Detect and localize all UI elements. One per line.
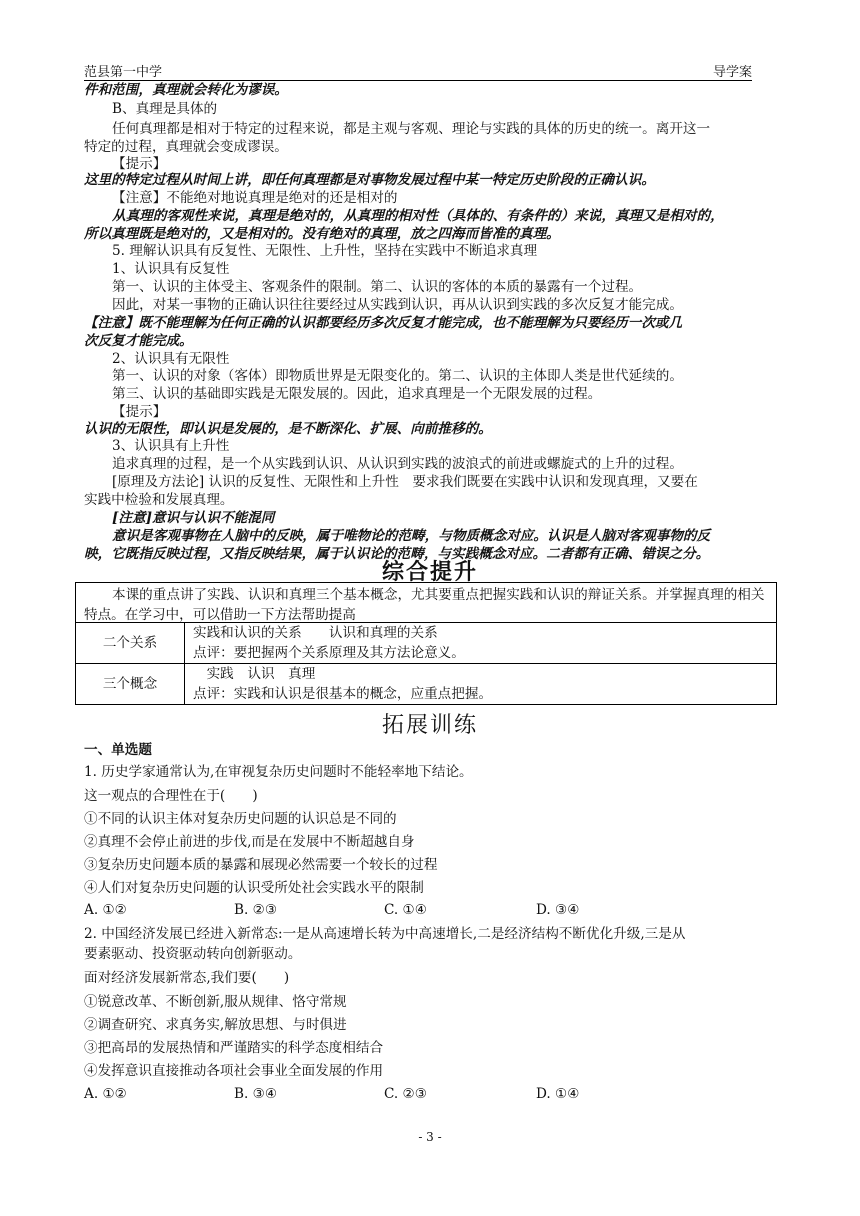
text-line: 1、认识具有反复性	[112, 261, 230, 277]
text-line: 意识是客观事物在人脑中的反映，属于唯物论的范畴，与物质概念对应。认识是人脑对客观事物的反	[112, 528, 711, 544]
school-name: 范县第一中学	[84, 65, 163, 80]
row-line-1: 实践 认识 真理	[193, 666, 316, 682]
row-content	[185, 664, 777, 705]
text-line: 因此，对某一事物的正确认识往往要经过从实践到认识，再从认识到实践的多次反复才能完成。	[112, 297, 683, 313]
text-line: 【注意】既不能理解为任何正确的认识都要经历多次反复才能完成，也不能理解为只要经历一次或几	[84, 315, 683, 331]
question-2-stem: 2. 中国经济发展已经进入新常态:一是从高速增长转为中高速增长,二是经济结构不断优化升级,三是从	[84, 926, 686, 942]
question-1-stem: 1. 历史学家通常认为,在审视复杂历史问题时不能轻率地下结论。	[84, 764, 473, 780]
text-line: 这里的特定过程从时间上讲，即任何真理都是对事物发展过程中某一特定历史阶段的正确认识。	[84, 172, 655, 188]
question-2-item: ①锐意改革、不断创新,服从规律、恪守常规	[84, 994, 347, 1010]
row-key: 三个概念	[76, 664, 185, 705]
text-line: 第一、认识的主体受主、客观条件的限制。第二、认识的客体的本质的暴露有一个过程。	[112, 279, 643, 295]
text-line: 第一、认识的对象（客体）即物质世界是无限变化的。第二、认识的主体即人类是世代延续的。	[112, 368, 683, 384]
question-2-item: ②调查研究、求真务实,解放思想、与时俱进	[84, 1017, 347, 1033]
text-line: [原理及方法论] 认识的反复性、无限性和上升性 要求我们既要在实践中认识和发现真理，又要在	[112, 474, 698, 490]
question-1-item: ③复杂历史问题本质的暴露和展现必然需要一个较长的过程	[84, 857, 438, 873]
option-c[interactable]: C. ①④	[384, 902, 427, 918]
text-line: [注意]意识与认识不能混同	[112, 510, 275, 526]
text-line: 【提示】	[112, 404, 167, 420]
text-line: 映，它既指反映过程，又指反映结果，属于认识论的范畴，与实践概念对应。二者都有正确、错误之分。	[84, 546, 710, 562]
question-2-item: ③把高昂的发展热情和严谨踏实的科学态度相结合	[84, 1040, 384, 1056]
text-line: 任何真理都是相对于特定的过程来说，都是主观与客观、理论与实践的具体的历史的统一。离开这一	[112, 121, 711, 137]
option-a[interactable]: A. ①②	[84, 902, 127, 918]
question-2-ask: 面对经济发展新常态,我们要( )	[84, 970, 290, 986]
text-line: B、真理是具体的	[112, 101, 218, 117]
section-label: 一、单选题	[84, 742, 152, 758]
summary-intro: 本课的重点讲了实践、认识和真理三个基本概念，尤其要重点把握实践和认识的辩证关系。并掌握真理的相关特点。在学习中，可以借助一下方法帮助提高	[84, 587, 765, 623]
option-b[interactable]: B. ②③	[234, 902, 278, 918]
page-header	[84, 60, 752, 81]
text-line: 所以真理既是绝对的，又是相对的。没有绝对的真理，放之四海而皆准的真理。	[84, 226, 560, 242]
section-title-training: 拓展训练	[381, 713, 478, 738]
option-a[interactable]: A. ①②	[84, 1086, 127, 1102]
row-key: 二个关系	[76, 623, 185, 664]
text-line: 2、认识具有无限性	[112, 351, 230, 367]
option-b[interactable]: B. ③④	[234, 1086, 278, 1102]
question-1-item: ①不同的认识主体对复杂历史问题的认识总是不同的	[84, 811, 397, 827]
row-line-1: 实践和认识的关系 认识和真理的关系	[193, 625, 438, 641]
question-1-item: ④人们对复杂历史问题的认识受所处社会实践水平的限制	[84, 880, 424, 896]
doc-type: 导学案	[712, 65, 752, 80]
text-line: 次反复才能完成。	[84, 333, 193, 349]
summary-table	[75, 622, 777, 705]
question-1-item: ②真理不会停止前进的步伐,而是在发展中不断超越自身	[84, 834, 415, 850]
option-c[interactable]: C. ②③	[384, 1086, 427, 1102]
question-2-item: ④发挥意识直接推动各项社会事业全面发展的作用	[84, 1063, 384, 1079]
text-line: 追求真理的过程，是一个从实践到认识、从认识到实践的波浪式的前进或螺旋式的上升的过程。	[112, 456, 683, 472]
question-2-options	[84, 1084, 774, 1104]
text-line: 特定的过程，真理就会变成谬误。	[84, 139, 288, 155]
question-1-options	[84, 900, 774, 920]
text-line: 认识的无限性，即认识是发展的，是不断深化、扩展、向前推移的。	[84, 421, 492, 437]
table-row	[76, 623, 777, 664]
text-line: 3、认识具有上升性	[112, 438, 230, 454]
row-content	[185, 623, 777, 664]
text-line: 5. 理解认识具有反复性、无限性、上升性，坚持在实践中不断追求真理	[112, 243, 538, 259]
summary-intro-box	[75, 582, 777, 623]
text-line: 件和范围，真理就会转化为谬误。	[84, 82, 288, 98]
page-number: - 3 -	[418, 1130, 442, 1144]
text-line: 第三、认识的基础即实践是无限发展的。因此，追求真理是一个无限发展的过程。	[112, 386, 602, 402]
question-2-stem: 要素驱动、投资驱动转向创新驱动。	[84, 946, 302, 962]
option-d[interactable]: D. ①④	[536, 1086, 580, 1102]
text-line: 【注意】不能绝对地说真理是绝对的还是相对的	[112, 190, 398, 206]
text-line: 从真理的客观性来说，真理是绝对的，从真理的相对性（具体的、有条件的）来说，真理又是相对的，	[112, 208, 724, 224]
section-title-summary: 综合提升	[381, 559, 478, 585]
row-line-2: 点评：实践和认识是很基本的概念，应重点把握。	[193, 686, 493, 702]
option-d[interactable]: D. ③④	[536, 902, 580, 918]
text-line: 【提示】	[112, 156, 167, 172]
text-line: 实践中检验和发展真理。	[84, 492, 234, 508]
table-row	[76, 664, 777, 705]
question-1-ask: 这一观点的合理性在于( )	[84, 788, 258, 804]
row-line-2: 点评：要把握两个关系原理及其方法论意义。	[193, 645, 465, 661]
